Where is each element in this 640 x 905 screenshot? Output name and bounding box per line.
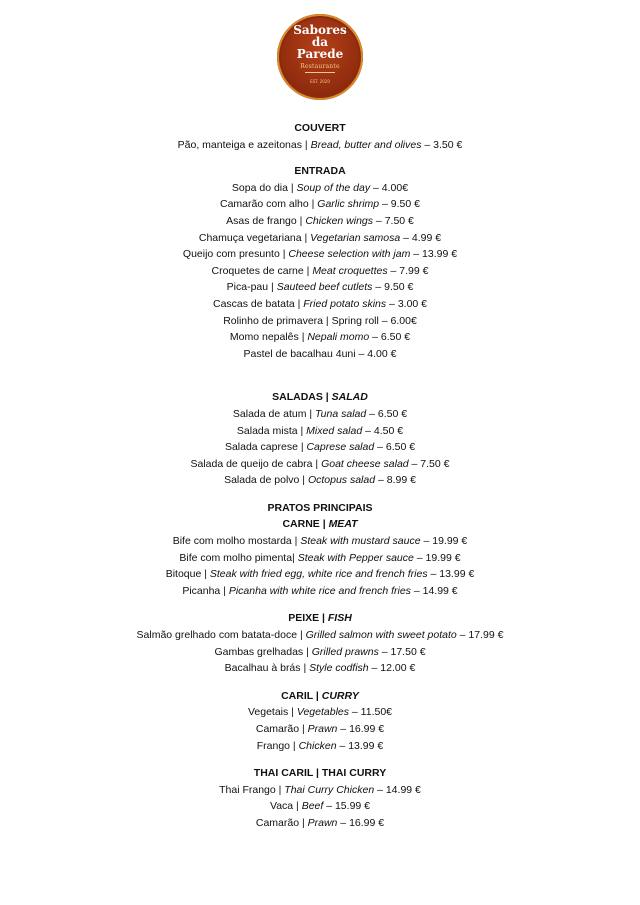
section-title-pt: CARNE | xyxy=(282,518,329,531)
item-price: – 15.99 € xyxy=(323,800,371,813)
item-name-pt: Thai Frango | xyxy=(219,783,285,796)
menu-item xyxy=(0,738,640,755)
item-name-pt: Croquetes de carne | xyxy=(211,264,313,277)
section-title-peixe xyxy=(0,610,640,627)
item-price: – 13.99 € xyxy=(427,568,475,581)
logo-name-line: Parede xyxy=(296,47,344,61)
item-price: – 7.50 € xyxy=(373,214,414,227)
item-price: – 17.50 € xyxy=(378,645,426,658)
item-name-en: Goat cheese salad xyxy=(321,457,409,470)
item-name-pt: Salada mista | xyxy=(236,424,307,437)
menu-item xyxy=(0,782,640,799)
item-name-en: Steak with fried egg, white rice and french fries xyxy=(209,568,428,581)
item-price: – 7.99 € xyxy=(387,264,429,277)
item-name-en: Caprese salad xyxy=(306,441,375,454)
restaurant-logo xyxy=(277,14,363,100)
item-name-pt: Pastel de bacalhau 4uni – 4.00 € xyxy=(243,347,397,360)
section-title-en: MEAT xyxy=(328,518,358,531)
logo-subtitle: Restaurante xyxy=(300,63,340,70)
item-name-en: Grilled salmon with sweet potato xyxy=(305,629,457,642)
item-price: – 9.50 € xyxy=(379,198,420,211)
menu-item xyxy=(0,137,640,154)
item-price: – 19.99 € xyxy=(420,535,468,548)
item-name-en: Vegetables xyxy=(296,706,349,719)
item-name-pt: Asas de frango | xyxy=(226,214,306,227)
item-name-pt: Queijo com presunto | xyxy=(182,248,289,261)
menu-item xyxy=(0,644,640,661)
item-name-en: Octopus salad xyxy=(307,474,376,487)
item-price: – 6.50 € xyxy=(374,441,416,454)
section-title-saladas xyxy=(0,389,640,406)
item-name-pt: Frango | xyxy=(256,739,299,752)
item-name-pt: Bacalhau à brás | xyxy=(224,662,310,675)
item-price: – 9.50 € xyxy=(372,281,414,294)
item-name-pt: Camarão | xyxy=(255,816,308,829)
item-name-en: Chicken wings xyxy=(305,214,374,227)
section-title-pt: PEIXE | xyxy=(288,612,328,625)
item-name-en: Picanha with white rice and french fries xyxy=(228,584,411,597)
item-name-pt: Camarão com alho | xyxy=(220,198,318,211)
item-price: – 16.99 € xyxy=(337,723,385,735)
item-name-en: Grilled prawns xyxy=(311,645,379,658)
item-name-pt: Picanha | xyxy=(182,584,229,597)
item-price: – 4.99 € xyxy=(400,231,442,244)
item-price: – 4.00€ xyxy=(370,181,409,194)
logo-name xyxy=(293,24,347,60)
item-name-en: Steak with mustard sauce xyxy=(300,535,421,548)
menu-item xyxy=(0,660,640,677)
item-name-en: Prawn xyxy=(307,723,338,735)
menu-item xyxy=(0,296,640,313)
section-title-pt: SALADAS | xyxy=(272,391,332,404)
logo-name-line: da xyxy=(311,35,329,49)
item-price: – 3.50 € xyxy=(421,138,463,151)
item-price: – 4.50 € xyxy=(362,424,404,437)
item-name-pt: Salmão grelhado com batata-doce | xyxy=(136,629,306,642)
item-price: – 6.50 € xyxy=(369,331,411,344)
item-name-pt: Pica-pau | xyxy=(226,281,277,294)
menu-item xyxy=(0,721,640,738)
logo-year: EST. 2020 xyxy=(310,79,330,84)
item-price: – 13.99 € xyxy=(410,248,458,261)
item-name-pt: Rolinho de primavera | Spring roll – 6.00€ xyxy=(223,314,417,327)
item-name-en: Bread, butter and olives xyxy=(310,138,422,151)
section-title-pt: CARIL | xyxy=(281,689,322,702)
menu-item xyxy=(0,230,640,247)
menu-item xyxy=(0,533,640,550)
item-name-en: Prawn xyxy=(307,816,338,829)
item-price: – 6.50 € xyxy=(366,407,408,420)
item-price: – 8.99 € xyxy=(375,474,416,487)
menu-item xyxy=(0,213,640,230)
item-name-pt: Chamuça vegetariana | xyxy=(198,231,311,244)
item-name-en: Soup of the day xyxy=(296,181,371,194)
item-name-pt: Sopa do dia | xyxy=(231,181,297,194)
item-name-en: Fried potato skins xyxy=(303,297,387,310)
item-name-en: Sauteed beef cutlets xyxy=(276,281,373,294)
item-name-en: Tuna salad xyxy=(315,407,367,420)
section-title-caril xyxy=(0,688,640,705)
item-price: – 16.99 € xyxy=(337,816,385,829)
menu-item xyxy=(0,566,640,583)
logo-divider xyxy=(305,72,335,73)
item-name-pt: Vaca | xyxy=(269,800,302,813)
item-name-pt: Gambas grelhadas | xyxy=(214,645,312,658)
item-name-en: Steak with Pepper sauce xyxy=(297,551,414,564)
item-name-en: Cheese selection with jam xyxy=(288,248,411,261)
item-name-pt: Momo nepalês | xyxy=(229,331,308,344)
menu-content xyxy=(0,120,640,832)
item-name-en: Meat croquettes xyxy=(312,264,388,277)
item-name-pt: Salada de queijo de cabra | xyxy=(190,457,322,470)
menu-item xyxy=(0,329,640,346)
item-price: – 13.99 € xyxy=(336,739,384,752)
menu-item xyxy=(0,246,640,263)
menu-item xyxy=(0,815,640,832)
item-name-pt: Vegetais | xyxy=(247,706,297,719)
section-title-pratos-principais: PRATOS PRINCIPAIS xyxy=(267,501,373,514)
menu-item xyxy=(0,313,640,330)
item-name-pt: Cascas de batata | xyxy=(212,297,304,310)
menu-item xyxy=(0,456,640,473)
menu-item xyxy=(0,704,640,721)
item-name-en: Beef xyxy=(301,800,324,813)
menu-item xyxy=(0,279,640,296)
item-name-pt: Camarão | xyxy=(255,723,308,735)
item-name-pt: Salada caprese | xyxy=(224,441,307,454)
section-title-en: FISH xyxy=(327,612,352,625)
section-title-couvert: COUVERT xyxy=(294,122,346,134)
item-name-pt: Salada de polvo | xyxy=(224,474,308,487)
menu-item xyxy=(0,550,640,567)
item-price: – 12.00 € xyxy=(368,662,416,675)
logo-name-line: Sabores xyxy=(293,23,347,37)
menu-item xyxy=(0,346,640,363)
item-name-en: Garlic shrimp xyxy=(317,198,380,211)
menu-item xyxy=(0,439,640,456)
item-name-pt: Pão, manteiga e azeitonas | xyxy=(177,138,311,151)
menu-item xyxy=(0,627,640,644)
item-name-pt: Salada de atum | xyxy=(232,407,316,420)
item-price: – 14.99 € xyxy=(410,584,458,597)
menu-item xyxy=(0,423,640,440)
item-name-en: Style codfish xyxy=(309,662,369,675)
item-price: – 3.00 € xyxy=(386,297,428,310)
section-title-entrada: ENTRADA xyxy=(294,165,346,178)
section-title-en: SALAD xyxy=(331,391,368,404)
item-price: – 7.50 € xyxy=(408,457,450,470)
item-name-pt: Bife com molho mostarda | xyxy=(172,535,301,548)
section-title-thai-caril: THAI CARIL | THAI CURRY xyxy=(253,767,387,780)
item-name-en: Vegetarian samosa xyxy=(310,231,401,244)
item-price: – 17.99 € xyxy=(456,629,504,642)
menu-item xyxy=(0,798,640,815)
item-name-en: Chicken xyxy=(298,739,337,752)
section-title-carne xyxy=(0,516,640,533)
menu-item xyxy=(0,472,640,489)
item-name-pt: Bife com molho pimenta| xyxy=(179,551,298,564)
item-name-en: Thai Curry Chicken xyxy=(284,783,375,796)
menu-item xyxy=(0,263,640,280)
item-price: – 11.50€ xyxy=(349,706,393,719)
item-name-en: Mixed salad xyxy=(306,424,363,437)
section-title-en: CURRY xyxy=(321,689,359,702)
menu-item xyxy=(0,196,640,213)
item-price: – 14.99 € xyxy=(374,783,421,796)
item-name-en: Nepali momo xyxy=(307,331,370,344)
item-name-pt: Bitoque | xyxy=(165,568,210,581)
item-price: – 19.99 € xyxy=(413,551,461,564)
menu-item xyxy=(0,583,640,600)
menu-item xyxy=(0,406,640,423)
menu-item xyxy=(0,180,640,197)
